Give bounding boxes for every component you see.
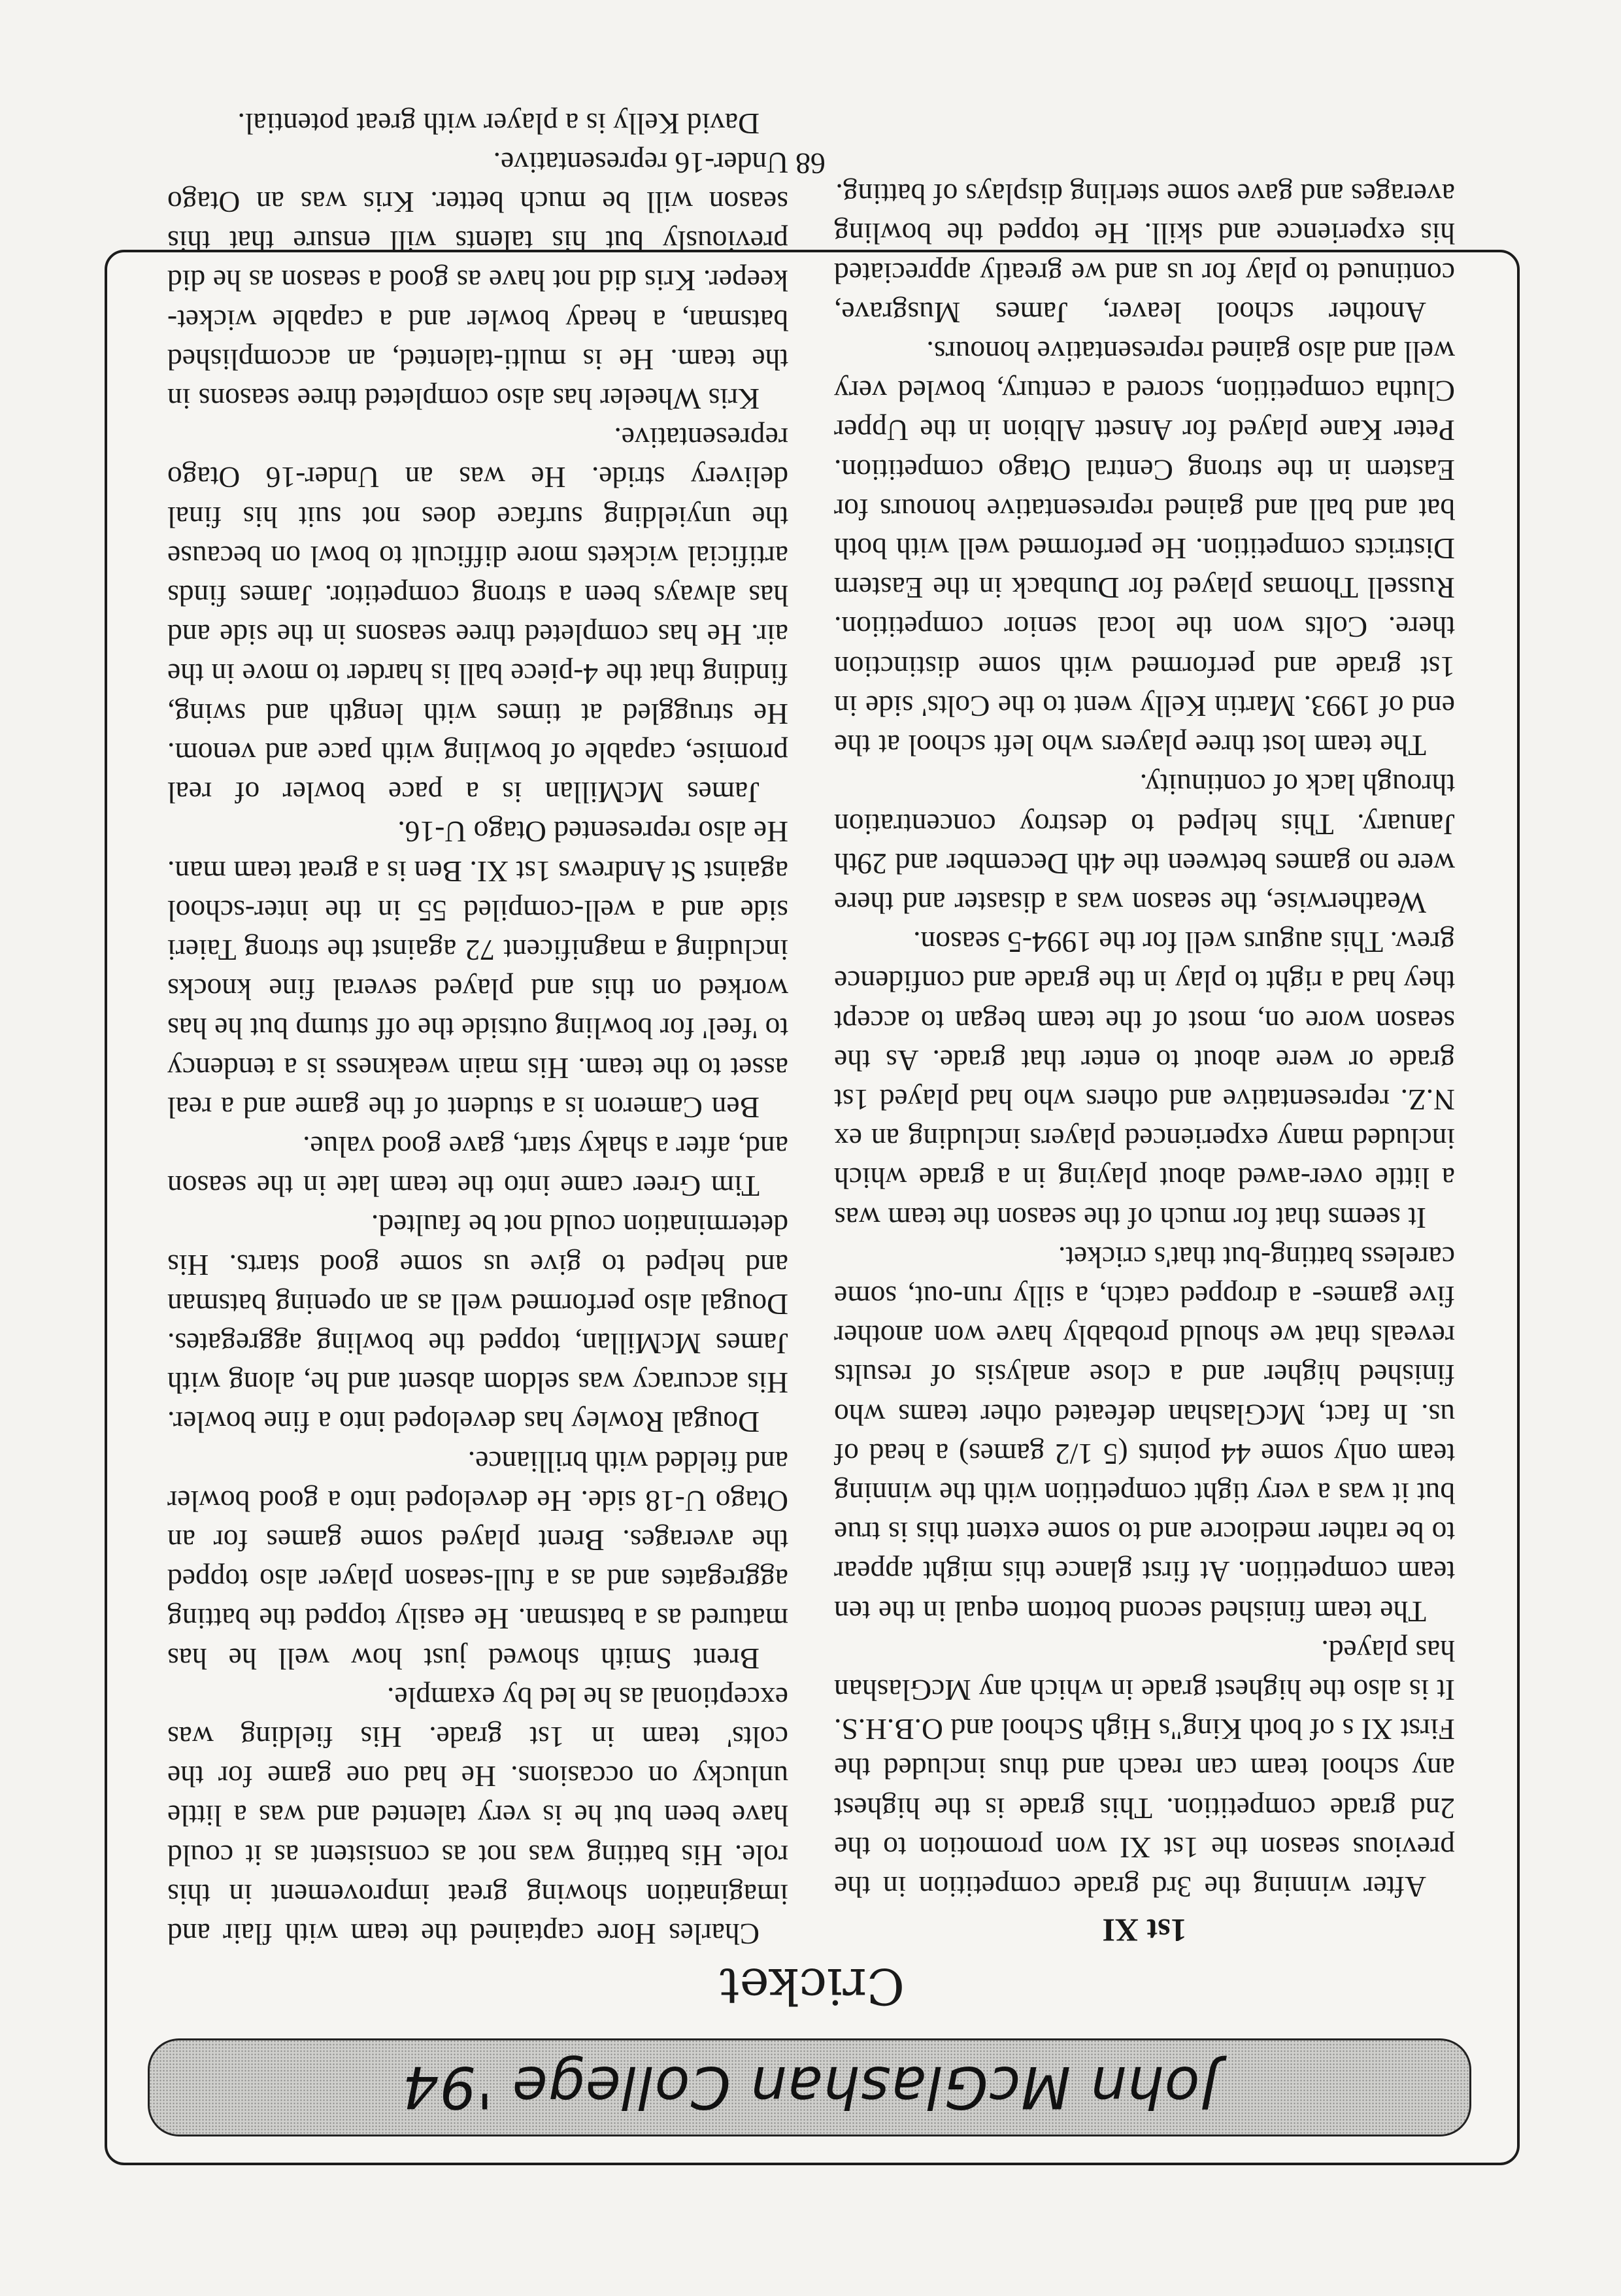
paragraph: Another school leaver, James Musgrave, continued to play for us and we greatly appreciated his experience and skill. He topped the bowling averages and gave some sterling displays of batting.: [834, 178, 1455, 329]
paragraph: Dougal Rowley has developed into a fine bowler. His accuracy was seldom absent and he, along with James McMillan, topped the bowling aggregates. Dougal also performed well as an opening batsman and helped to give us some good starts. His determination could not be faulted.: [167, 1209, 788, 1440]
paragraph: After winning the 3rd grade competition in the previous season the 1st XI won promotion to the 2nd grade competition. This grade is the highest any school team can reach and thus included the First XI s of both King"s High School and O.B.H.S. It is also the highest grade in which any McGlashan has played.: [834, 1634, 1455, 1904]
paragraph: The team lost three players who left school at the end of 1993. Martin Kelly went to the Colts' side in 1st grade and performed with some distinction there. Colts won the local senior competition. Russell Thomas played for Dunback in the Eastern Districts competition. He performed well with both bat and ball and gained representative honours for Eastern in the strong Central Otago competition. Peter Kane played for Ansett Albion in the Upper Clutha competition, scored a century, bowled very well and also gained representative honours.: [834, 335, 1455, 763]
section-subheading: 1st XI: [1102, 1912, 1187, 1949]
paragraph: Brent Smith showed just how well he has matured as a batsman. He easily topped the batting aggregates and as a full-season player also topped the averages. Brent played some games for an Otago U-18 side. He developed into a good bowler and fielded with brilliance.: [167, 1445, 788, 1676]
left-column: [834, 175, 1455, 1953]
paragraph: Weatherwise, the season was a disaster and there were no games between the 4th December and 29th January. This helped to destroy concentration through lack of continuity.: [834, 768, 1455, 920]
paragraph: The team finished second bottom equal in the ten team competition. At first glance this might appear to be rather mediocre and to some extent this is true but it was a very tight competition with the winning team only some 44 points (5 1/2 games) a head of us. In fact, McGlashan defeated other teams who finished higher and a close analysis of results reveals that we should probably have won another five games- a dropped catch, a silly run-out, some careless batting-but that's cricket.: [834, 1240, 1455, 1629]
paragraph: It seems that for much of the season the team was a little over-awed about playing in a grade which included many experienced players including an ex N.Z. representative and others who had played 1st grade or were about to enter that grade. As the season wore on, most of the team began to accept they had a right to play in the grade and confidence grew. This augurs well for the 1994-5 season.: [834, 926, 1455, 1235]
paragraph: Charles Hore captained the team with flair and imagination showing great improvement in this role. His batting was not as consistent as it could have been but he is very talented and was a little unlucky on occasions. He had one game for the colts' team in 1st grade. His fielding was exceptional as he led by example.: [167, 1681, 788, 1951]
page-heading: Cricket: [720, 1957, 905, 2016]
header-banner: [148, 2038, 1471, 2136]
page-number: 68: [795, 147, 826, 180]
paragraph: James McMillan is a pace bowler of real promise, capable of bowling with pace and venom. He struggled at times with length and swing, finding that the 4-piece ball is harder to move in the air. He has completed three seasons in the side and has always been a strong competitor. James finds artificial wickets more difficult to bowl on because the unyielding surface does not suit his final delivery stride. He was an Under-16 Otago representative.: [167, 422, 788, 810]
paragraph: Tim Greer came into the team late in the season and, after a shaky start, gave good value.: [167, 1130, 788, 1204]
paragraph: Kris Wheeler has also completed three seasons in the team. He is multi-talented, an accomplished batsman, a heady bowler and a capable wicket-keeper. Kris did not have as good a season as he did previously but his talents will ensure that this season will be much better. Kris was an Otago Under-16 representative.: [167, 146, 788, 416]
paragraph: Ben Cameron is a student of the game and a real asset to the team. His main weakness is a tendency to 'feel' for bowling outside the off stump but he has worked on this and played several fine knocks including a magnificent 72 against the strong Taieri side and a well-compiled 55 in the inter-school against St Andrews 1st XI. Ben is a great team man. He also represented Otago U-16.: [167, 815, 788, 1124]
right-column: [167, 103, 788, 1953]
banner-title: John McGlashan College '94: [401, 2053, 1218, 2121]
paragraph: David Kelly is a player with great potential.: [237, 107, 760, 141]
